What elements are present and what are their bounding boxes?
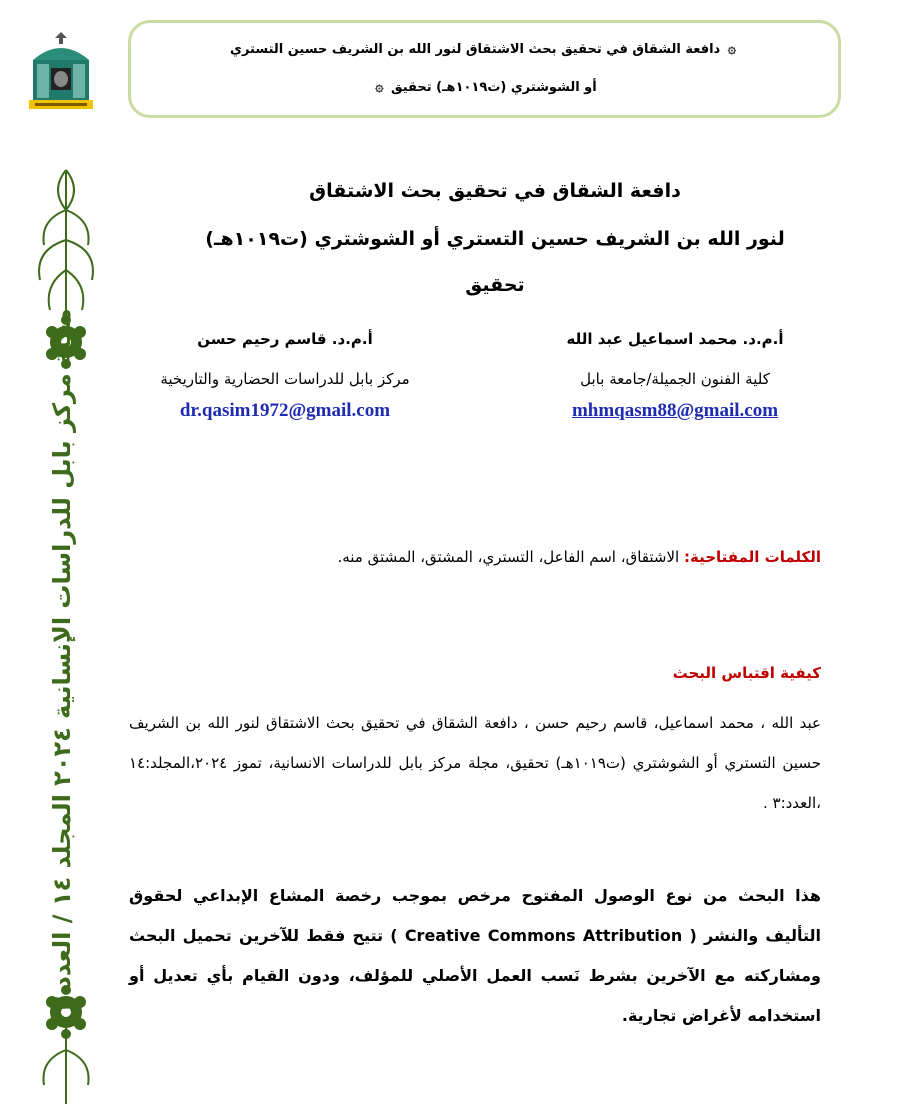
ornament-icon: ۞ bbox=[727, 41, 736, 57]
author-1-email-link[interactable]: mhmqasm88@gmail.com bbox=[571, 400, 779, 421]
header-line-2: أو الشوشتري (ت١٠١٩هـ) تحقيق ۞ bbox=[375, 79, 597, 95]
keywords bbox=[121, 548, 821, 566]
keywords-label: الكلمات المفتاحية: bbox=[683, 548, 821, 566]
paper-title-line-1: دافعة الشقاق في تحقيق بحث الاشتقاق bbox=[309, 180, 681, 202]
header-line-1: ۞ دافعة الشقاق في تحقيق بحث الاشتقاق لنور الله بن الشريف حسين التستري bbox=[230, 41, 736, 57]
paper-title-line-3: تحقيق bbox=[465, 274, 525, 296]
license-statement: هذا البحث من نوع الوصول المفتوح مرخص بموجب رخصة المشاع الإبداعي لحقوق التأليف والنشر ( Creative Commons Attribution ) تتيح فقط للآخرين تحميل البحث ومشاركته مع الآخرين بشرط نَسب العمل الأصلي للمؤلف، ودون القيام بأي تعديل أو استخدامه لأغراض تجارية. bbox=[129, 886, 822, 1025]
citation-heading: كيفية اقتباس البحث bbox=[672, 664, 821, 682]
keywords-text: الاشتقاق، اسم الفاعل، التستري، المشتق، المشتق منه. bbox=[337, 548, 680, 566]
journal-vertical-label: مجلة مركز بابل للدراسات الإنسانية ٢٠٢٤ المجلد ١٤ / العدد ٣ bbox=[48, 308, 76, 1012]
ornament-icon: ۞ bbox=[375, 79, 384, 95]
citation-text: عبد الله ، محمد اسماعيل، قاسم رحيم حسن ، دافعة الشقاق في تحقيق بحث الاشتقاق لنور الله بن الشريف حسين التستري أو الشوشتري (ت١٠١٩هـ) تحقيق، مجلة مركز بابل للدراسات الانسانية، تموز ٢٠٢٤،المجلد:١٤ ،العدد:٣ . bbox=[129, 714, 821, 812]
author-1-affiliation: كلية الفنون الجميلة/جامعة بابل bbox=[580, 370, 770, 388]
author-2-email: dr.qasim1972@gmail.com bbox=[179, 400, 391, 421]
running-header bbox=[128, 20, 841, 118]
journal-logo-icon bbox=[25, 30, 97, 110]
paper-title-line-2: لنور الله بن الشريف حسين التستري أو الشوشتري (ت١٠١٩هـ) bbox=[205, 228, 785, 250]
author-2-affiliation: مركز بابل للدراسات الحضارية والتاريخية bbox=[160, 370, 410, 388]
author-2-name: أ.م.د. قاسم رحيم حسن bbox=[197, 330, 373, 348]
author-1-name: أ.م.د. محمد اسماعيل عبد الله bbox=[566, 330, 784, 348]
